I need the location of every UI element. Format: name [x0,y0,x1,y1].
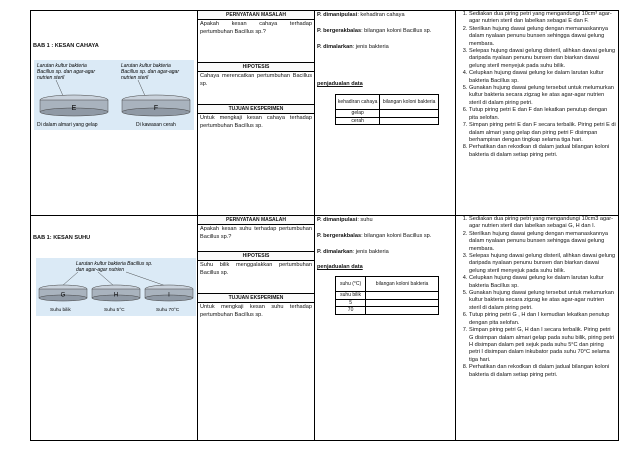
hipotesis-text: Suhu bilik menggalakkan pertumbuhan Bacillus sp. [200,262,312,276]
list-item: 2. Sterilkan hujung dawai gelung dengan memanaskannya dalam nyalaan penunu bunsen sehingga dawai gelung membara. [469,231,616,253]
table-row [336,292,439,300]
petri-dish-diagram-cahaya [34,60,194,130]
row-kesan-suhu [31,216,619,441]
dish-label-e: E [71,105,77,112]
p-dimalarkan-value: : jenis bakteria [352,44,389,50]
p-bergerakbalas-label: P. bergerakbalas [317,28,362,34]
tujuan-heading: TUJUAN EKSPERIMEN [198,293,314,303]
p-bergerakbalas-value: : bilangan koloni Bacillus sp. [361,233,432,239]
caption-left: Di dalam almari yang gelap [37,122,98,128]
steps-list [456,11,618,159]
p-dimanipulasi [315,217,455,224]
table-cell-empty [380,110,439,118]
pemboleh-ubah-cell [315,216,456,441]
table-head-2: bilangan koloni bakteria [366,277,439,292]
p-dimalarkan-value: : jenis bakteria [352,249,389,255]
list-item: 2. Sterilkan hujung dawai gelung dengan memanaskannya dalam nyalaan penunu bunsen sehingga dawai gelung membara. [469,26,616,48]
p-dimanipulasi-value: : suhu [357,217,373,223]
table-row [336,299,439,307]
table-cell-empty [380,117,439,125]
caption-i: Suhu 70°C [156,308,180,313]
dish-label-f: F [153,105,159,112]
bab-title: BAB 1 : KESAN CAHAYA [33,43,99,49]
label-left-line: Bacillus sp. dan agar-agar [37,69,95,75]
caption-h: Suhu 5°C [104,308,125,313]
table-row [336,110,439,118]
list-item: 7. Simpan piring petri E dan F secara terbalik. Piring petri E di dalam almari yang gelap dan piring petri F disimpan berhampiran dengan tingkap selama tiga hari. [469,122,616,144]
bab-title: BAB 1: KESAN SUHU [33,235,91,241]
label-right-line: Bacillus sp. dan agar-agar [121,69,179,75]
table-cell: suhu bilik [336,292,366,300]
caption-g: Suhu bilik [50,308,71,313]
p-dimanipulasi [315,12,455,19]
kaedah-cell [456,11,619,216]
table-cell: cerah [336,117,380,125]
label-top-line: Larutan kultur bakteria Bacillus sp. [76,261,153,267]
pernyataan-heading: PERNYATAAN MASALAH [198,216,314,225]
petri-dish-f [122,95,190,116]
steps-list [456,216,618,379]
masalah-cell [198,11,315,216]
hipotesis-heading: HIPOTESIS [198,251,314,261]
petri-dish-e [40,95,108,116]
table-cell: 5 [336,299,366,307]
list-item: 3. Selepas hujung dawai gelung disteril, alihkan dawai gelung daripada nyalaan penunu bunsen dan biarkan dawai gelung steril menyejuk pada suhu bilik. [469,253,616,275]
list-item: 1. Sediakan dua piring petri yang mengandungi 10cm3 agar-agar nutrien steril dan labelkan sebagai G, H dan I. [469,216,616,231]
tujuan-text: Untuk mengkaji kesan suhu terhadap pertumbuhan Bacillus sp. [200,304,312,318]
dish-label-g: G [60,292,66,299]
list-item: 7. Simpan piring petri G, H dan I secara terbalik. Piring petri G disimpan dalam almari gelap pada suhu bilik, piring petri H disimpan dalam peti sejuk pada suhu 5°C dan piring petri I disimpan dalam inkubator pada suhu 70°C selama tiga hari. [469,327,616,364]
hipotesis-text: Cahaya merencatkan pertumbuhan Bacillus sp. [200,73,312,87]
data-table [335,276,439,315]
pernyataan-text: Apakah kesan cahaya terhadap pertumbuhan Bacillus sp.? [200,21,312,35]
list-item: 5. Gunakan hujung dawai gelung tersebut untuk melumurkan kultur bakteria secara zigzag ke atas agar-agar nutrien steril di dalam piring petri. [469,290,616,312]
table-head-1: kehadiran cahaya [336,95,380,110]
list-item: 4. Celupkan hujung dawai gelung ke dalam larutan kultur bakteria Bacillus sp. [469,70,616,85]
hipotesis-heading: HIPOTESIS [198,62,314,72]
list-item: 4. Celupkan hujung dawai gelung ke dalam larutan kultur bakteria Bacillus sp. [469,275,616,290]
p-bergerakbalas-value: : bilangan koloni Bacillus sp. [361,28,432,34]
p-dimanipulasi-value: : kehadiran cahaya [357,12,405,18]
table-row [336,307,439,315]
table-cell-empty [366,292,439,300]
list-item: 5. Gunakan hujung dawai gelung tersebut untuk melumurkan kultur bakteria secara zigzag ke atas agar-agar nutrien steril di dalam piring petri. [469,85,616,107]
p-dimalarkan-label: P. dimalarkan [317,249,353,255]
list-item: 8. Perhatikan dan rekodkan di dalam jadual bilangan koloni bakteria di dalam setiap piring petri. [469,364,616,379]
penjadualan-title: penjadualan data [317,81,363,87]
label-right-line: Larutan kultur bakteria [121,63,171,69]
pernyataan-text: Apakah kesan suhu terhadap pertumbuhan Bacillus sp.? [200,226,312,240]
p-bergerakbalas [315,233,455,240]
label-top-line: dan agar-agar nutrien [76,267,124,273]
label-right-line: nutrien steril [121,75,149,81]
pernyataan-heading: PERNYATAAN MASALAH [198,11,314,20]
table-head-2: bilangan koloni bakteria [380,95,439,110]
p-dimalarkan-label: P. dimalarkan [317,44,353,50]
table-cell: 70 [336,307,366,315]
table-cell: gelap [336,110,380,118]
kaedah-cell [456,216,619,441]
caption-right: Di kawasan cerah [136,122,176,128]
table-head-1: suhu (°C) [336,277,366,292]
masalah-cell [198,216,315,441]
p-bergerakbalas-label: P. bergerakbalas [317,233,362,239]
data-table [335,94,439,125]
dish-label-h: H [113,292,119,299]
petri-dish-i [145,285,193,301]
table-cell-empty [366,307,439,315]
list-item: 3. Selepas hujung dawai gelung disteril, alihkan dawai gelung daripada nyalaan penunu bunsen dan biarkan dawai gelung steril menyejuk pada suhu bilik. [469,48,616,70]
petri-dish-g [39,285,87,301]
list-item: 6. Tutup piring petri E dan F dan lekatkan penutup dengan pita selofan. [469,107,616,122]
p-bergerakbalas [315,28,455,35]
tujuan-heading: TUJUAN EKSPERIMEN [198,104,314,114]
label-left-line: nutrien steril [37,75,65,81]
p-dimalarkan [315,249,455,256]
petri-dish-h [92,285,140,301]
table-row [336,117,439,125]
p-dimanipulasi-label: P. dimanipulasi [317,217,358,223]
p-dimanipulasi-label: P. dimanipulasi [317,12,358,18]
petri-dish-diagram-suhu [36,258,196,316]
table-cell-empty [366,299,439,307]
bab-cell [31,216,198,441]
p-dimalarkan [315,44,455,51]
list-item: 1. Sediakan dua piring petri yang mengandungi 10cm³ agar-agar nutrien steril dan labelkan sebagai E dan F. [469,11,616,26]
penjadualan-title: penjadualan data [317,264,363,270]
pemboleh-ubah-cell [315,11,456,216]
tujuan-text: Untuk mengkaji kesan cahaya terhadap pertumbuhan Bacillus sp. [200,115,312,129]
label-left-line: Larutan kultur bakteria [37,63,87,69]
list-item: 6. Tutup piring petri G , H dan I kemudian lekatkan penutup dengan pita selofan. [469,312,616,327]
list-item: 8. Perhatikan dan rekodkan di dalam jadual bilangan koloni bakteria di dalam setiap piring petri. [469,144,616,159]
dish-label-i: I [168,292,170,299]
